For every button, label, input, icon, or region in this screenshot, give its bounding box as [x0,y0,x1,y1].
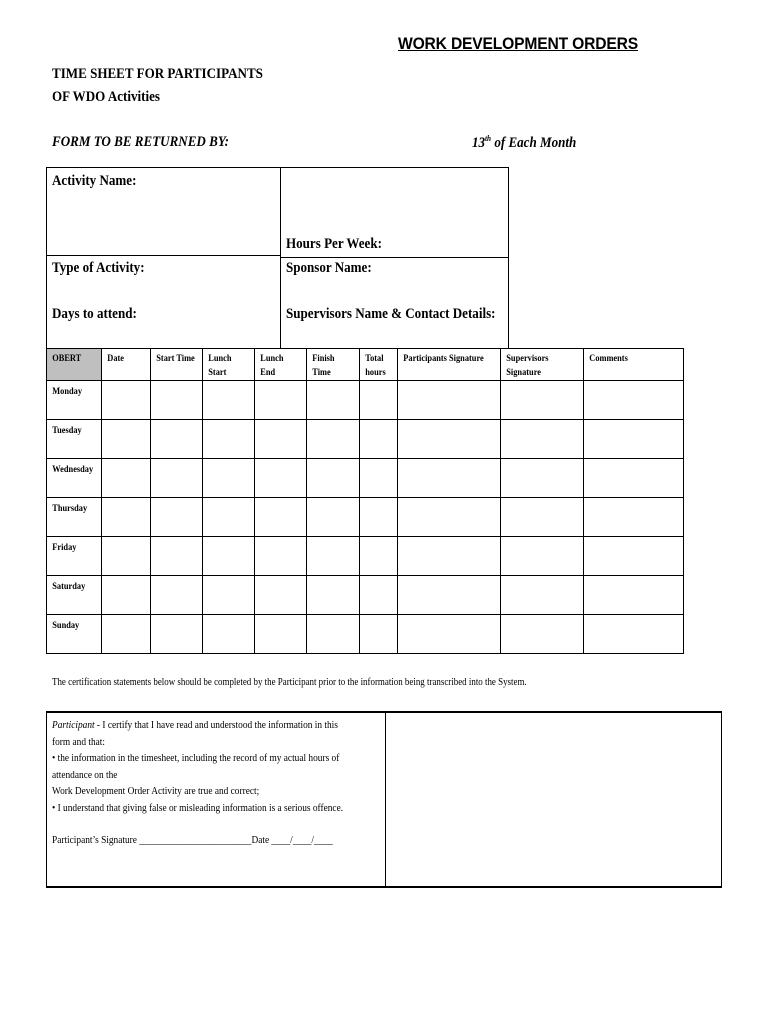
day-label: Monday [47,381,102,420]
table-cell[interactable] [203,498,255,537]
day-label: Friday [47,537,102,576]
table-cell[interactable] [501,498,584,537]
table-cell[interactable] [102,420,151,459]
table-cell[interactable] [151,420,203,459]
participant-signature-line[interactable]: Participant’s Signature ________________________Date ____/____/____ [52,834,333,846]
table-cell[interactable] [501,576,584,615]
table-cell[interactable] [398,381,501,420]
day-label: Thursday [47,498,102,537]
column-header-lunch-start: Lunch Start [203,349,255,381]
column-header-lunch-end: Lunch End [255,349,307,381]
table-cell[interactable] [255,459,307,498]
table-cell[interactable] [102,615,151,654]
table-cell[interactable] [151,459,203,498]
table-cell[interactable] [255,498,307,537]
column-header-comments: Comments [584,349,684,381]
table-cell[interactable] [584,576,684,615]
table-cell[interactable] [255,381,307,420]
column-header-participants-signature: Participants Signature [398,349,501,381]
table-cell[interactable] [360,537,398,576]
table-cell[interactable] [203,459,255,498]
table-cell[interactable] [307,381,360,420]
table-cell[interactable] [203,615,255,654]
subtitle-line-1: TIME SHEET FOR PARTICIPANTS [52,66,263,82]
certification-bullet-2: • I understand that giving false or misleading information is a serious offence. [52,801,344,814]
table-cell[interactable] [360,498,398,537]
participant-label: Participant [52,719,95,731]
days-to-attend-field[interactable]: Days to attend: [52,306,137,322]
table-cell[interactable] [501,459,584,498]
type-of-activity-field[interactable]: Type of Activity: [52,260,145,276]
table-row [47,459,684,498]
table-cell[interactable] [102,537,151,576]
table-row [47,381,684,420]
table-cell[interactable] [398,576,501,615]
table-cell[interactable] [307,420,360,459]
table-row [47,420,684,459]
table-cell[interactable] [398,420,501,459]
table-cell[interactable] [203,420,255,459]
certification-box [46,711,722,888]
table-cell[interactable] [398,498,501,537]
column-header-finish-time: Finish Time [307,349,360,381]
table-cell[interactable] [584,537,684,576]
table-cell[interactable] [255,420,307,459]
table-cell[interactable] [307,498,360,537]
day-label: Tuesday [47,420,102,459]
table-cell[interactable] [151,576,203,615]
column-header-supervisors-signature: Supervisors Signature [501,349,584,381]
timesheet-table [46,348,684,654]
sponsor-name-field[interactable]: Sponsor Name: [286,260,372,276]
table-cell[interactable] [255,615,307,654]
table-cell[interactable] [102,498,151,537]
supervisors-field[interactable]: Supervisors Name & Contact Details: [286,306,496,322]
return-rest: of Each Month [491,135,577,151]
table-cell[interactable] [584,420,684,459]
table-cell[interactable] [255,576,307,615]
table-cell[interactable] [501,420,584,459]
table-cell[interactable] [307,615,360,654]
table-cell[interactable] [398,615,501,654]
table-cell[interactable] [584,381,684,420]
table-row [47,615,684,654]
column-header-total-hours: Total hours [360,349,398,381]
table-cell[interactable] [203,537,255,576]
table-cell[interactable] [307,459,360,498]
subtitle-line-2: OF WDO Activities [52,89,161,105]
table-cell[interactable] [584,459,684,498]
table-cell[interactable] [584,615,684,654]
table-cell[interactable] [360,381,398,420]
table-cell[interactable] [102,459,151,498]
table-cell[interactable] [501,615,584,654]
table-cell[interactable] [151,381,203,420]
table-cell[interactable] [102,576,151,615]
column-header-start-time: Start Time [151,349,203,381]
table-cell[interactable] [360,420,398,459]
table-cell[interactable] [203,381,255,420]
table-cell[interactable] [398,537,501,576]
return-day: 13 [472,135,486,151]
table-row [47,498,684,537]
table-cell[interactable] [307,576,360,615]
table-cell[interactable] [360,459,398,498]
return-suffix: th [485,134,492,143]
certification-bullet-1: • the information in the timesheet, including the record of my actual hours of attendance on the [52,752,340,781]
table-cell[interactable] [102,381,151,420]
day-label: Sunday [47,615,102,654]
header-row [47,349,684,381]
table-row [47,576,684,615]
column-header-date: Date [102,349,151,381]
table-cell[interactable] [360,576,398,615]
document-title: WORK DEVELOPMENT ORDERS [398,34,638,53]
table-cell[interactable] [360,615,398,654]
table-cell[interactable] [307,537,360,576]
certification-intro: - I certify that I have read and understood the information in this form and that: [52,719,338,748]
table-cell[interactable] [151,537,203,576]
table-cell[interactable] [398,459,501,498]
day-label: Saturday [47,576,102,615]
certification-divider [385,713,386,886]
day-label: Wednesday [47,459,102,498]
hours-per-week-field[interactable]: Hours Per Week: [286,236,382,252]
certification-note: The certification statements below should be completed by the Participant prior to the information being transcribed into the System. [52,677,527,688]
table-cell[interactable] [203,576,255,615]
return-deadline [472,134,576,152]
table-row [47,537,684,576]
table-cell[interactable] [255,537,307,576]
table-cell[interactable] [501,537,584,576]
certification-statement [52,717,358,849]
return-label: FORM TO BE RETURNED BY: [52,134,229,150]
table-cell[interactable] [151,498,203,537]
certification-line-2: Work Development Order Activity are true and correct; [52,785,260,797]
column-header-obert: OBERT [47,349,102,381]
table-cell[interactable] [584,498,684,537]
table-cell[interactable] [501,381,584,420]
table-cell[interactable] [151,615,203,654]
activity-name-field[interactable]: Activity Name: [52,173,137,189]
